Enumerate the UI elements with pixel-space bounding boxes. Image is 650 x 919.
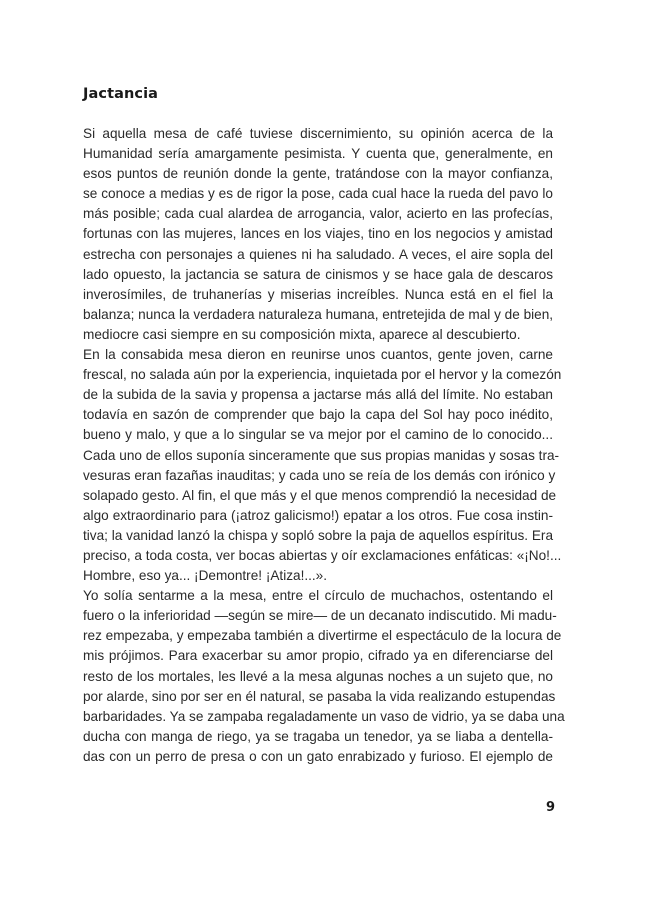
- text-line: bueno y malo, y que a lo singular se va mejor por el camino de lo conocido...: [83, 427, 553, 443]
- text-line: Yo solía sentarme a la mesa, entre el círculo de muchachos, ostentando el: [83, 588, 553, 604]
- page-number: 9: [546, 800, 556, 815]
- text-line: fortunas con las mujeres, lances en los viajes, tino en los negocios y amistad: [83, 226, 553, 242]
- text-line: Hombre, eso ya... ¡Demontre! ¡Atiza!...».: [83, 568, 328, 584]
- text-line: estrecha con personajes a quienes ni ha saludado. A veces, el aire sopla del: [83, 246, 553, 262]
- text-line: más posible; cada cual alardea de arrogancia, valor, acierto en las profecías,: [83, 206, 553, 222]
- body-text: [83, 124, 565, 767]
- text-line: barbaridades. Ya se zampaba regaladamente un vaso de vidrio, ya se daba una: [83, 708, 565, 724]
- text-line: por alarde, sino por ser en él natural, se pasaba la vida realizando estupendas: [83, 688, 556, 704]
- text-line: Humanidad sería amargamente pesimista. Y cuenta que, generalmente, en: [83, 146, 553, 162]
- text-line: se conoce a medias y es de rigor la pose, cada cual hace la rueda del pavo lo: [83, 186, 553, 202]
- text-line: En la consabida mesa dieron en reunirse unos cuantos, gente joven, carne: [83, 347, 553, 363]
- text-line: tiva; la vanidad lanzó la chispa y sopló sobre la paja de aquellos espíritus. Era: [83, 527, 554, 543]
- text-line: Cada uno de ellos suponía sinceramente que sus propias manidas y sosas tra-: [83, 447, 560, 463]
- text-line: todavía en sazón de comprender que bajo la capa del Sol hay poco inédito,: [83, 407, 553, 423]
- chapter-title: Jactancia: [83, 86, 159, 102]
- text-line: mis prójimos. Para exacerbar su amor propio, cifrado ya en diferenciarse del: [83, 648, 553, 664]
- text-line: frescal, no salada aún por la experiencia, inquietada por el hervor y la comezón: [83, 367, 562, 383]
- text-line: das con un perro de presa o con un gato enrabizado y furioso. El ejemplo de: [83, 748, 553, 764]
- text-line: resto de los mortales, les llevé a la mesa algunas noches a un sujeto que, no: [83, 668, 553, 684]
- text-line: de la subida de la savia y propensa a jactarse más allá del límite. No estaban: [83, 387, 553, 403]
- text-line: ducha con manga de riego, ya se tragaba un tenedor, ya se liaba a dentella-: [83, 728, 553, 744]
- text-line: mediocre casi siempre en su composición mixta, aparece al descubierto.: [83, 326, 521, 342]
- text-line: lado opuesto, la jactancia se satura de cinismos y se hace gala de descaros: [83, 266, 553, 282]
- text-line: balanza; nunca la verdadera naturaleza humana, entretejida de mal y de bien,: [83, 306, 554, 322]
- text-line: solapado gesto. Al fin, el que más y el que menos comprendió la necesidad de: [83, 487, 557, 503]
- text-line: algo extraordinario para (¡atroz galicismo!) epatar a los otros. Fue cosa instin-: [83, 507, 553, 523]
- text-line: rez empezaba, y empezaba también a divertirme el espectáculo de la locura de: [83, 628, 562, 644]
- text-line: Si aquella mesa de café tuviese discernimiento, su opinión acerca de la: [83, 126, 553, 141]
- text-line: preciso, a toda costa, ver bocas abiertas y oír exclamaciones enfáticas: «¡No!...: [83, 547, 562, 563]
- text-line: vesuras eran fazañas inauditas; y cada uno se reía de los demás con irónico y: [83, 467, 556, 483]
- text-line: inverosímiles, de truhanerías y miserias increíbles. Nunca está en el fiel la: [83, 286, 553, 302]
- text-line: esos puntos de reunión donde la gente, tratándose con la mayor confianza,: [83, 166, 553, 182]
- text-line: fuero o la inferioridad —según se mire— de un decanato indiscutido. Mi madu-: [83, 608, 557, 624]
